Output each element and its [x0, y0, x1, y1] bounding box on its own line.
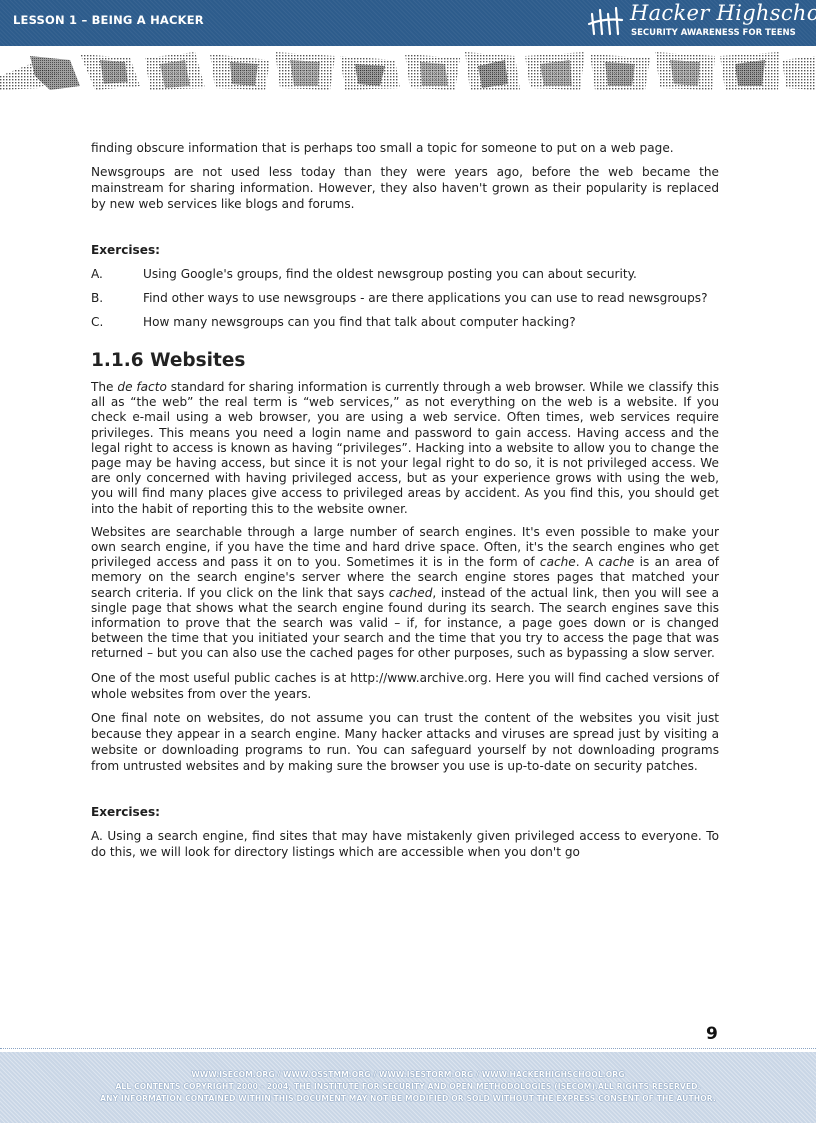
paragraph: finding obscure information that is perhaps too small a topic for someone to put on a web page. — [91, 141, 674, 155]
lesson-title: LESSON 1 – BEING A HACKER — [13, 13, 204, 27]
paragraph: One of the most useful public caches is at http://www.archive.org. Here you will find cached versions of whole websites from over the years. — [91, 670, 719, 701]
exercise-text: Using Google's groups, find the oldest newsgroup posting you can about security. — [143, 267, 637, 281]
exercise-item — [91, 314, 719, 330]
paragraph: The de facto standard for sharing information is currently through a web browser. While we classify this all as “the web” the real term is “web services,” as not everything on the web is a website. If you check e-mail using a web browser, you are using a web service. Often times, web services require privileges. This means you need a login name and password to gain access. Having access and the legal right to access is known as having “privileges”. Hacking into a website to allow you to change the page may be having access, but since it is not your legal right to do so, it is not privileged access. We are only concerned with having privileged access, but as your experience grows with using the web, you will find many places give access to privileged areas by accident. As you find this, you should get into the habit of reporting this to the website owner. — [91, 380, 720, 516]
photo-strip — [0, 46, 816, 92]
footer-websites: WWW.ISECOM.ORG / WWW.OSSTMM.ORG / WWW.ISESTORM.ORG / WWW.HACKERHIGHSCHOOL.ORG — [191, 1070, 625, 1079]
exercise-letter: A. — [91, 267, 103, 281]
exercise-letter: C. — [91, 315, 104, 329]
page-content — [91, 140, 719, 868]
logo-name: Hacker Highschool — [630, 1, 840, 25]
paragraph: Newsgroups are not used less today than they were years ago, before the web became the mainstream for sharing information. However, they also haven't grown as their popularity is replaced by new web services like blogs and forums. — [91, 165, 719, 211]
exercise-text: How many newsgroups can you find that talk about computer hacking? — [143, 315, 576, 329]
exercise-letter: B. — [91, 291, 104, 305]
hhs-logo-mark-icon — [586, 4, 626, 38]
exercise-item — [91, 266, 719, 282]
section-heading: 1.1.6 Websites — [91, 350, 246, 371]
exercises-heading: Exercises: — [91, 804, 160, 819]
footer-divider — [0, 1048, 816, 1049]
footer-copyright: ALL CONTENTS COPYRIGHT 2000 - 2004, THE INSTITUTE FOR SECURITY AND OPEN METHODOLOGIES (ISECOM).ALL RIGHTS RESERVED. — [115, 1082, 701, 1091]
photo-collage-image — [0, 46, 816, 92]
paragraph: Websites are searchable through a large number of search engines. It's even possible to make your own search engine, if you have the time and hard drive space. Often, it's the search engines who get privileged access and pass it on to you. Sometimes it is in the form of cache. A cache is an area of memory on the search engine's server where the search engine stores pages that matched your search criteria. If you click on the link that says cached, instead of the actual link, then you will see a single page that shows what the search engine found during its search. The search engines save this information to prove that the search was valid – if, for instance, a page goes down or is changed between the time that you initiated your search and the time that you try to access the page that was returned – but you can also use the cached pages for other purposes, such as bypassing a slow server. — [91, 524, 719, 661]
exercises-heading: Exercises: — [91, 243, 160, 257]
page-footer — [0, 1052, 816, 1123]
page-header — [0, 0, 840, 46]
footer-notice: ANY INFORMATION CONTAINED WITHIN THIS DOCUMENT MAY NOT BE MODIFIED OR SOLD WITHOUT THE EXPRESS CONSENT OF THE AUTHOR. — [100, 1094, 716, 1103]
page-number: 9 — [706, 1024, 718, 1044]
exercise-item: A. Using a search engine, find sites that may have mistakenly given privileged access to everyone. To do this, we will look for directory listings which are accessible when you don't go — [91, 828, 719, 859]
exercise-text: Find other ways to use newsgroups - are there applications you can use to read newsgroups? — [143, 291, 708, 305]
logo-tagline: SECURITY AWARENESS FOR TEENS — [631, 28, 796, 38]
paragraph: One final note on websites, do not assume you can trust the content of the websites you visit just because they appear in a search engine. Many hacker attacks and viruses are spread just by visiting a website or downloading programs to run. You can safeguard yourself by not downloading programs from untrusted websites and by making sure the browser you use is up-to-date on security patches. — [91, 710, 719, 773]
exercise-item — [91, 290, 719, 306]
